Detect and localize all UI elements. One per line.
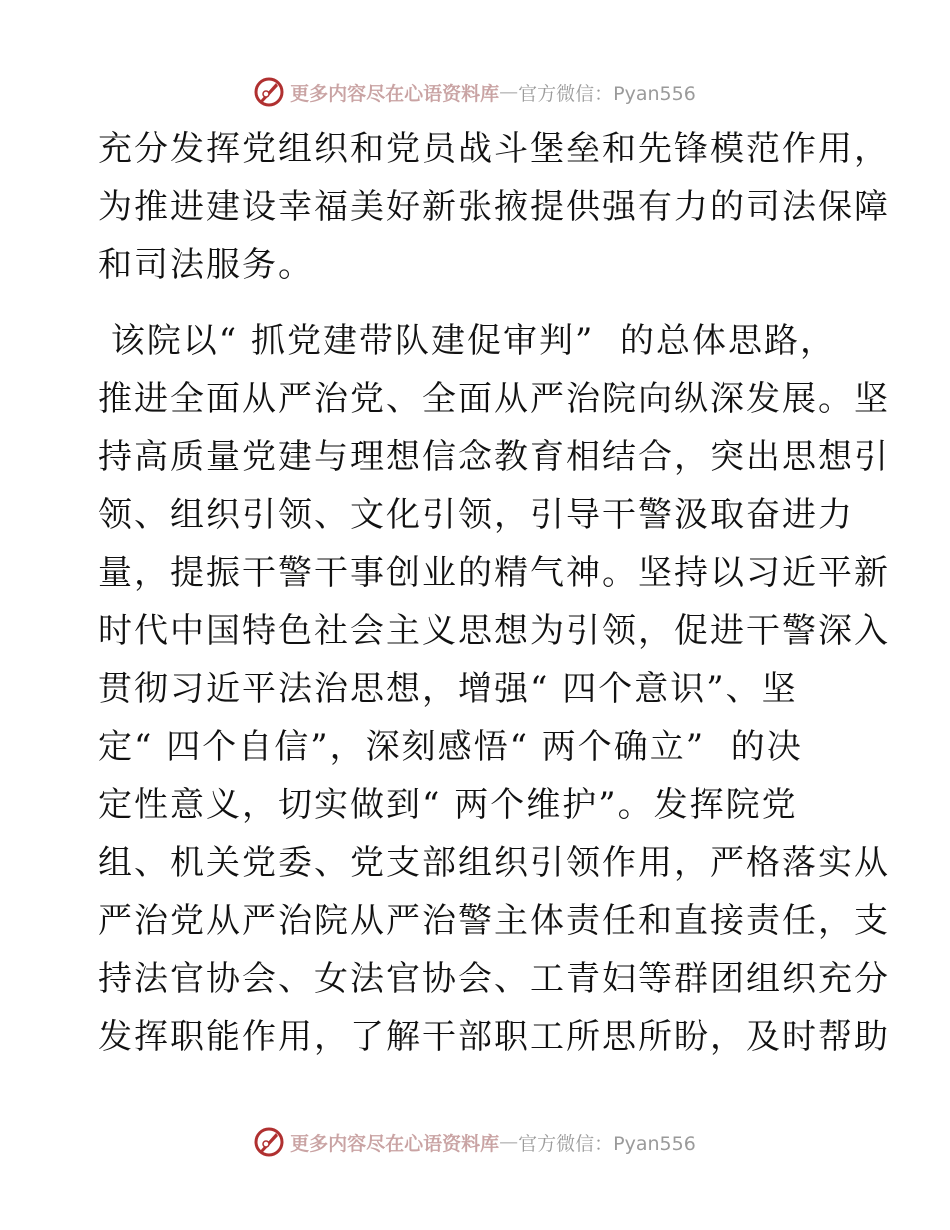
text-line: 充分发挥党组织和党员战斗堡垒和先锋模范作用， bbox=[98, 129, 890, 169]
text-line: 为推进建设幸福美好新张掖提供强有力的司法保障 bbox=[98, 187, 890, 227]
watermark-brand: 更多内容尽在心语资料库 bbox=[290, 1132, 500, 1155]
text-line: 领、组织引领、文化引领，引导干警汲取奋进力 bbox=[98, 495, 854, 535]
text-line: 和司法服务。 bbox=[98, 245, 314, 285]
text-line: 持高质量党建与理想信念教育相结合，突出思想引 bbox=[98, 437, 890, 477]
footer-watermark bbox=[0, 1122, 950, 1162]
watermark-contact: 官方微信：Pyan556 bbox=[518, 82, 696, 105]
text-line: 严治党从严治院从严治警主体责任和直接责任，支 bbox=[98, 901, 890, 941]
text-line: 定“ 四个自信”，深刻感悟“ 两个确立” 的决 bbox=[98, 727, 803, 767]
text-line: 贯彻习近平法治思想，增强“ 四个意识”、坚 bbox=[98, 669, 798, 709]
quill-logo-icon bbox=[254, 1127, 284, 1157]
quill-logo-icon bbox=[254, 77, 284, 107]
watermark-separator: — bbox=[499, 1131, 519, 1153]
text-line: 该院以“ 抓党建带队建促审判” 的总体思路， bbox=[98, 321, 836, 361]
paragraph bbox=[98, 120, 890, 294]
text-line: 推进全面从严治党、全面从严治院向纵深发展。坚 bbox=[98, 379, 890, 419]
text-line: 组、机关党委、党支部组织引领作用，严格落实从 bbox=[98, 843, 890, 883]
watermark-separator: — bbox=[499, 81, 519, 103]
document-body bbox=[98, 120, 890, 1066]
text-line: 量，提振干警干事创业的精气神。坚持以习近平新 bbox=[98, 553, 890, 593]
header-watermark bbox=[0, 72, 950, 112]
text-line: 持法官协会、女法官协会、工青妇等群团组织充分 bbox=[98, 959, 890, 999]
watermark-contact: 官方微信：Pyan556 bbox=[518, 1132, 696, 1155]
watermark-brand: 更多内容尽在心语资料库 bbox=[290, 82, 500, 105]
text-line: 时代中国特色社会主义思想为引领，促进干警深入 bbox=[98, 611, 890, 651]
paragraph bbox=[98, 312, 890, 1066]
text-line: 发挥职能作用，了解干部职工所思所盼，及时帮助 bbox=[98, 1017, 890, 1057]
text-line: 定性意义，切实做到“ 两个维护”。发挥院党 bbox=[98, 785, 798, 825]
